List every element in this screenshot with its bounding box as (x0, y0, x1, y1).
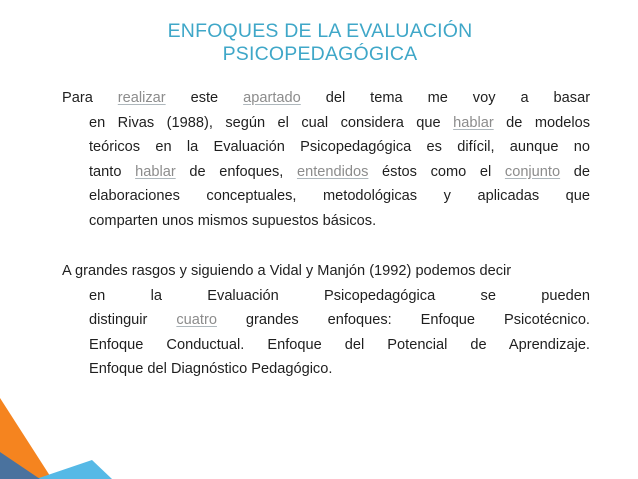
text-span: en la Evaluación Psicopedagógica se pueden (89, 287, 590, 304)
text-span: de (560, 163, 590, 180)
link-entendidos[interactable]: entendidos (296, 163, 369, 180)
paragraph-2 (62, 259, 590, 382)
word: voy (472, 90, 496, 106)
text-span: Enfoque Conductual. Enfoque del Potencial de Aprendizaje. (89, 336, 590, 353)
paragraph-1-line-6 (62, 209, 590, 234)
slide-title-line-2: PSICOPEDAGÓGICA (222, 43, 418, 65)
text-span: distinguir (89, 312, 177, 329)
word: del (325, 90, 346, 106)
link-hablar[interactable]: hablar (135, 163, 176, 180)
link-hablar[interactable]: hablar (453, 114, 494, 131)
paragraph-1-line-3 (62, 135, 590, 160)
paragraph-1-line-4 (62, 160, 590, 185)
paragraph-2-line-4 (62, 333, 590, 358)
text-span: en Rivas (1988), según el cual considera que (89, 114, 454, 131)
slide-title (100, 20, 540, 66)
paragraph-1-line-5 (62, 184, 590, 209)
text-span: de enfoques, (175, 163, 297, 180)
word: me (427, 90, 448, 106)
text-span: elaboraciones conceptuales, metodológicas y aplicadas que (89, 188, 590, 205)
link-cuatro[interactable]: cuatro (176, 312, 217, 329)
link-conjunto[interactable]: conjunto (504, 163, 561, 180)
paragraph-2-line-1 (62, 259, 590, 284)
link-apartado[interactable]: apartado (243, 90, 301, 106)
text-span: éstos como el (368, 163, 505, 180)
text-span: A grandes rasgos y siguiendo a Vidal y Manjón (1992) podemos decir (62, 263, 512, 279)
paragraph-2-line-5 (62, 357, 590, 382)
text-span: grandes enfoques: Enfoque Psicotécnico. (216, 312, 590, 329)
link-realizar[interactable]: realizar (117, 90, 166, 106)
text-span: comparten unos mismos supuestos básicos. (89, 212, 377, 229)
word: a (520, 90, 529, 106)
orange-triangle-shape (0, 398, 52, 479)
paragraph-2-line-2 (62, 284, 590, 309)
dark-blue-shape (0, 452, 40, 479)
word: tema (370, 90, 403, 106)
paragraph-1 (62, 86, 590, 234)
slide-title-line-1: ENFOQUES DE LA EVALUACIÓN (167, 20, 473, 42)
light-blue-shape (36, 460, 112, 479)
text-span: tanto (89, 163, 136, 180)
paragraph-2-line-3 (62, 308, 590, 333)
text-span: Enfoque del Diagnóstico Pedagógico. (89, 361, 333, 378)
word: este (190, 90, 219, 106)
paragraph-1-line-2 (62, 111, 590, 136)
word: Para (62, 90, 93, 106)
text-span: de modelos (493, 114, 590, 131)
word: basar (553, 90, 590, 106)
text-span: teóricos en la Evaluación Psicopedagógica es difícil, aunque no (89, 139, 590, 156)
paragraph-1-line-1 (62, 86, 590, 111)
